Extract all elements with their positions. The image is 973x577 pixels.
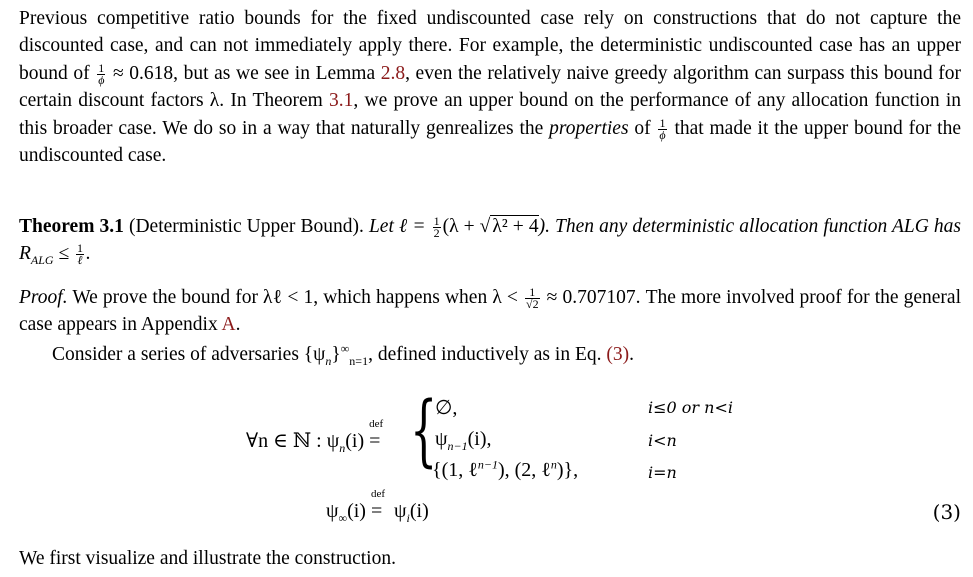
case2-text: ψ — [435, 428, 448, 450]
theorem-title: (Deterministic Upper Bound). — [128, 216, 364, 237]
eq2-lhs-sub: ∞ — [338, 511, 348, 525]
frac-numerator: 1 — [525, 287, 540, 299]
frac-denominator: √2 — [525, 297, 539, 312]
frac-numerator: 1 — [77, 241, 84, 256]
case-2-condition: i<n — [648, 431, 677, 450]
case3-text: {(1, ℓ — [432, 459, 478, 481]
para1-text-4: , we prove an upper bound on the performance of any allocation function in this broader case. We do so in a way that naturally genrealizes the — [19, 90, 962, 139]
def-label-2: def — [370, 488, 386, 500]
one-over-phi-fraction — [97, 60, 105, 87]
proof-label: Proof. — [19, 287, 68, 308]
frac-denominator: ϕ — [659, 127, 666, 142]
theorem-ref-link[interactable]: 3.1 — [329, 90, 354, 112]
equals-sign-2: = — [370, 500, 383, 522]
para1-text-2: ≈ 0.618, but as we see in Lemma — [107, 62, 381, 84]
intro-paragraph — [19, 5, 961, 169]
half-fraction — [433, 216, 441, 239]
closing-sentence: We first visualize and illustrate the construction. — [19, 548, 396, 569]
theorem-text-1: Let ℓ = — [368, 216, 431, 237]
case1-text: ∅, — [435, 397, 458, 419]
equation-number: (3) — [932, 500, 961, 524]
frac-denominator: ϕ — [98, 72, 105, 87]
eq-lhs-text-2: (i) — [345, 430, 370, 452]
appendix-ref-link[interactable]: A — [221, 314, 236, 336]
case-1 — [435, 395, 457, 420]
case3-text-3: )}, — [556, 459, 579, 481]
theorem-text-2: (λ + — [442, 216, 480, 237]
equation-line-2 — [326, 488, 429, 525]
para1-text-5: of — [628, 117, 657, 139]
eq2-lhs-text-2: (i) — [347, 500, 371, 522]
case2-text-2: (i), — [467, 428, 492, 450]
proof-text-1: We prove the bound for λℓ < 1, which happens when λ < — [67, 287, 523, 308]
series-sup: ∞ — [340, 341, 350, 356]
sqrt-body: λ² + 4 — [492, 216, 539, 237]
series-text-4: . — [629, 344, 634, 365]
def-equals — [369, 418, 387, 453]
series-text-3: , defined inductively as in Eq. — [368, 344, 607, 365]
case3-text-2: ), (2, ℓ — [497, 459, 551, 481]
proof-text-3: . — [235, 314, 241, 336]
case-1-condition: i≤0 or n<i — [648, 398, 733, 417]
eq2-rhs-text-2: (i) — [409, 500, 429, 522]
frac-denominator: ℓ — [77, 253, 83, 268]
case-3 — [432, 459, 578, 482]
alg-subscript: ALG — [30, 253, 54, 268]
one-over-phi-fraction-2 — [658, 115, 666, 142]
frac-denominator: 2 — [433, 226, 440, 241]
case2-sub: n−1 — [447, 439, 468, 453]
theorem-text-4: ≤ — [53, 243, 75, 265]
theorem-text-5: . — [86, 243, 91, 265]
case-3-condition: i=n — [648, 463, 677, 482]
proof-line-2 — [52, 341, 952, 368]
proof-text-2: ≈ 0.707107. The more involved proof for the general case appears in Appendix — [19, 287, 961, 336]
equation-lhs — [246, 418, 387, 455]
cases-brace: { — [410, 386, 438, 476]
eq2-rhs: ψ — [393, 500, 407, 522]
case3-sup-2: n — [550, 457, 557, 472]
equals-sign: = — [369, 430, 381, 452]
series-text-2: } — [331, 344, 341, 365]
lemma-ref-link[interactable]: 2.8 — [380, 62, 406, 84]
eq2-rhs-sub: i — [406, 511, 410, 525]
eq2-lhs: ψ — [326, 500, 339, 522]
para1-text-6: that made it the upper bound for the undiscounted case. — [19, 117, 961, 167]
frac-numerator: 1 — [98, 60, 105, 75]
eq-lhs-sub: n — [339, 441, 346, 455]
theorem-label: Theorem 3.1 — [19, 216, 124, 237]
frac-numerator: 1 — [659, 115, 666, 130]
case3-sup-1: n−1 — [477, 457, 498, 472]
eq-lhs-text: ∀n ∈ ℕ : ψ — [246, 430, 340, 452]
theorem-text-3: ). Then any deterministic allocation function ALG has R — [19, 216, 961, 265]
series-text-1: Consider a series of adversaries {ψ — [52, 344, 326, 365]
series-sub: n — [325, 353, 332, 368]
proof-paragraph — [19, 284, 961, 339]
para1-text-1: Previous competitive ratio bounds for the fixed undiscounted case rely on constructions that do not capture the discounted case, and can not immediately apply there. For example, the deterministic undiscounted case has an upper bound of — [19, 8, 961, 84]
series-sub2: n=1 — [349, 353, 369, 368]
equation-ref-link[interactable]: (3) — [606, 344, 630, 365]
def-equals-2 — [370, 488, 389, 523]
one-over-sqrt2-fraction — [525, 287, 540, 310]
one-over-ell-fraction — [76, 243, 84, 266]
frac-numerator: 1 — [433, 214, 440, 229]
para1-text-3: , even the relatively naive greedy algorithm can surpass this bound for certain discount factors λ. In Theorem — [19, 62, 961, 112]
properties-emphasis: properties — [549, 117, 629, 139]
case-2 — [435, 428, 492, 451]
theorem-block: Theorem 3.1 (Deterministic Upper Bound). Let ℓ = $\frac{1}{2}$ (λ + √ λ² + 4). Then any deterministic allocation function ALG has $R_{ALG}$ ≤ $\frac{1}{\text{ℓ}}$ . — [19, 214, 961, 268]
def-label: def — [369, 418, 384, 430]
